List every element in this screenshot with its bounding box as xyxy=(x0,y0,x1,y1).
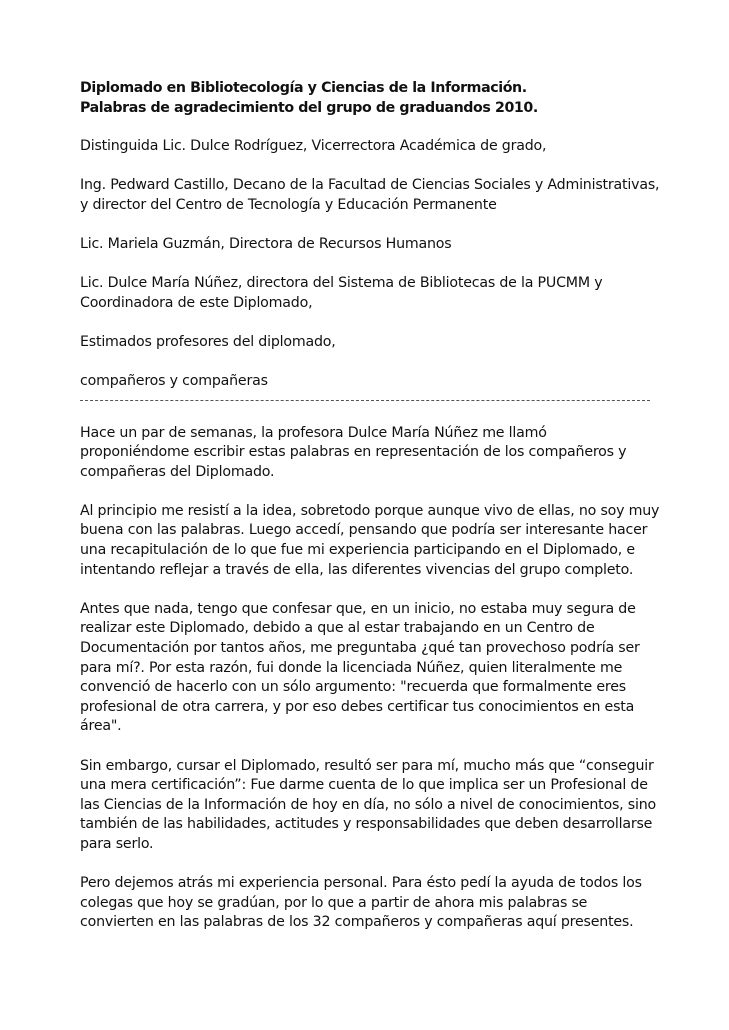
salutation-directora-rrhh: Lic. Mariela Guzmán, Directora de Recursos Humanos xyxy=(80,236,452,253)
salutation-profesores: Estimados profesores del diplomado, xyxy=(80,334,336,351)
paragraph: Sin embargo, cursar el Diplomado, resultó ser para mí, mucho más que “conseguir una mera certificación”: Fue darme cuenta de lo que implica ser un Profesional de las Ciencias de la Información de hoy en día, no sólo a nivel de conocimientos, sino también de las habilidades, actitudes y responsabilidades que deben desarrollarse para serlo. xyxy=(80,757,656,852)
document-title xyxy=(80,79,660,118)
dashed-divider xyxy=(80,400,650,401)
salutation-companeros: compañeros y compañeras xyxy=(80,373,268,390)
paragraph: Al principio me resistí a la idea, sobretodo porque aunque vivo de ellas, no soy muy buena con las palabras. Luego accedí, pensando que podría ser interesante hacer una recapitulación de lo que fue mi experiencia participando en el Diplomado, e intentando reflejar a través de ella, las diferentes vivencias del grupo completo. xyxy=(80,502,660,578)
paragraph: Pero dejemos atrás mi experiencia personal. Para ésto pedí la ayuda de todos los colegas que hoy se gradúan, por lo que a partir de ahora mis palabras se convierten en las palabras de los 32 compañeros y compañeras aquí presentes. xyxy=(80,875,642,931)
salutation-vicerrectora: Distinguida Lic. Dulce Rodríguez, Vicerrectora Académica de grado, xyxy=(80,138,547,155)
title-line-2: Palabras de agradecimiento del grupo de graduandos 2010. xyxy=(80,99,538,116)
document-page xyxy=(80,79,660,953)
salutation-directora-bibliotecas: Lic. Dulce María Núñez, directora del Sistema de Bibliotecas de la PUCMM y Coordinadora de este Diplomado, xyxy=(80,275,603,311)
title-line-1: Diplomado en Bibliotecología y Ciencias de la Información. xyxy=(80,80,527,96)
salutation-decano: Ing. Pedward Castillo, Decano de la Facultad de Ciencias Sociales y Administrativas, y director del Centro de Tecnología y Educación Permanente xyxy=(80,177,660,213)
paragraph: Antes que nada, tengo que confesar que, en un inicio, no estaba muy segura de realizar este Diplomado, debido a que al estar trabajando en un Centro de Documentación por tantos años, me preguntaba ¿qué tan provechoso podría ser para mí?. Por esta razón, fui donde la licenciada Núñez, quien literalmente me convenció de hacerlo con un sólo argumento: "recuerda que formalmente eres profesional de otra carrera, y por eso debes certificar tus conocimientos en esta área". xyxy=(80,600,640,735)
salutations xyxy=(80,137,660,392)
body-text xyxy=(80,424,660,933)
paragraph: Hace un par de semanas, la profesora Dulce María Núñez me llamó proponiéndome escribir estas palabras en representación de los compañeros y compañeras del Diplomado. xyxy=(80,424,627,480)
